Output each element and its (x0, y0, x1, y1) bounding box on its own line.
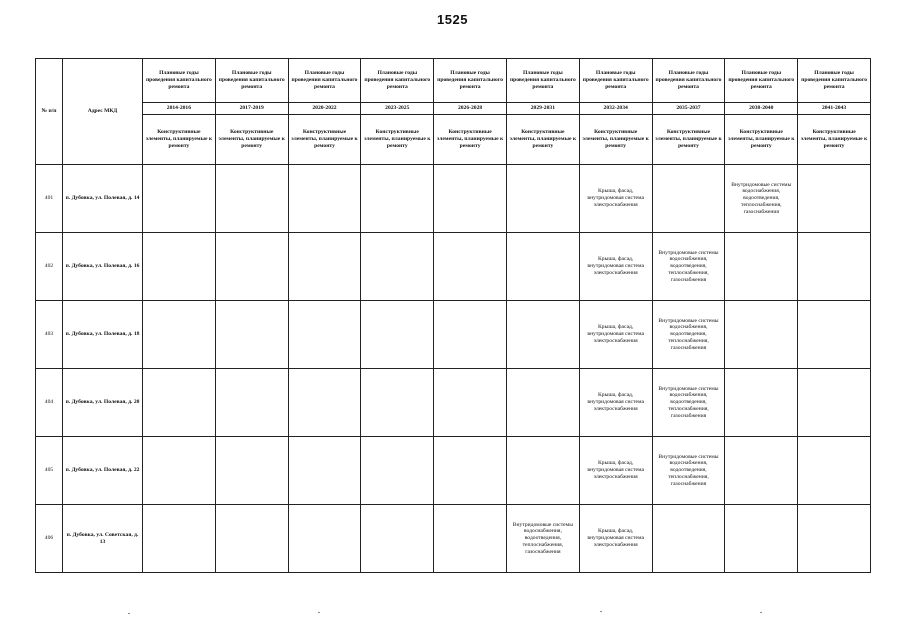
table-cell (798, 505, 871, 573)
table-cell (506, 437, 579, 505)
row-address: п. Дубовка, ул. Полевая, д. 18 (63, 301, 143, 369)
table-cell (798, 369, 871, 437)
table-cell (215, 369, 288, 437)
header-period-label: Плановые годы проведения капитального ремонта (725, 59, 798, 103)
table-cell (652, 165, 725, 233)
period-2038-2040: 2038-2040 (725, 103, 798, 115)
header-row-periods (36, 103, 871, 115)
table-cell (725, 505, 798, 573)
row-number: 405 (36, 437, 63, 505)
header-period-label: Плановые годы проведения капитального ремонта (143, 59, 216, 103)
table-cell (434, 233, 507, 301)
table-cell: Крыша, фасад, внутридомовая система электроснабжения (579, 165, 652, 233)
table-cell (361, 437, 434, 505)
table-cell (288, 301, 361, 369)
header-period-label: Плановые годы проведения капитального ремонта (506, 59, 579, 103)
period-2041-2043: 2041-2043 (798, 103, 871, 115)
table-cell (434, 369, 507, 437)
table-cell (361, 505, 434, 573)
period-2029-2031: 2029-2031 (506, 103, 579, 115)
table-cell (215, 437, 288, 505)
row-number: 403 (36, 301, 63, 369)
table-cell (143, 165, 216, 233)
table-cell (288, 233, 361, 301)
table-cell: Внутридомовые системы водоснабжения, водоотведения, теплоснабжения, газоснабжения (652, 233, 725, 301)
table-cell: Крыша, фасад, внутридомовая система электроснабжения (579, 233, 652, 301)
table-cell (434, 437, 507, 505)
header-row-labels (36, 59, 871, 103)
row-number: 401 (36, 165, 63, 233)
header-elements-label: Конструктивные элементы, планируемые к ремонту (798, 115, 871, 165)
table-cell (361, 369, 434, 437)
period-2020-2022: 2020-2022 (288, 103, 361, 115)
header-elements-label: Конструктивные элементы, планируемые к ремонту (506, 115, 579, 165)
table-cell (434, 301, 507, 369)
period-2014-2016: 2014-2016 (143, 103, 216, 115)
table-cell (725, 437, 798, 505)
header-elements-label: Конструктивные элементы, планируемые к ремонту (143, 115, 216, 165)
table-cell: Крыша, фасад, внутридомовая система электроснабжения (579, 301, 652, 369)
table-cell (215, 233, 288, 301)
header-row-elements (36, 115, 871, 165)
table-cell: Внутридомовые системы водоснабжения, водоотведения, теплоснабжения, газоснабжения (725, 165, 798, 233)
table-cell (798, 437, 871, 505)
table-cell (434, 165, 507, 233)
table-cell (288, 165, 361, 233)
table-cell: Внутридомовые системы водоснабжения, водоотведения, теплоснабжения, газоснабжения (652, 369, 725, 437)
header-elements-label: Конструктивные элементы, планируемые к ремонту (288, 115, 361, 165)
header-period-label: Плановые годы проведения капитального ремонта (652, 59, 725, 103)
row-address: п. Дубовка, ул. Полевая, д. 14 (63, 165, 143, 233)
header-period-label: Плановые годы проведения капитального ремонта (361, 59, 434, 103)
row-address: п. Дубовка, ул. Полевая, д. 20 (63, 369, 143, 437)
repair-schedule-table (35, 58, 871, 573)
table-cell (506, 233, 579, 301)
table-cell (215, 165, 288, 233)
table-row (36, 369, 871, 437)
table-cell (143, 505, 216, 573)
table-cell (143, 369, 216, 437)
table-cell: Крыша, фасад, внутридомовая система электроснабжения (579, 369, 652, 437)
header-period-label: Плановые годы проведения капитального ремонта (434, 59, 507, 103)
scan-speck (600, 611, 602, 612)
table-cell (215, 505, 288, 573)
table-cell (361, 165, 434, 233)
scan-speck (128, 613, 130, 614)
table-cell (143, 301, 216, 369)
table-cell (506, 301, 579, 369)
table-row (36, 165, 871, 233)
row-address: п. Дубовка, ул. Полевая, д. 16 (63, 233, 143, 301)
table-row (36, 233, 871, 301)
table-row (36, 505, 871, 573)
table-cell: Крыша, фасад, внутридомовая система электроснабжения (579, 437, 652, 505)
table-cell (652, 505, 725, 573)
row-number: 404 (36, 369, 63, 437)
row-number: 402 (36, 233, 63, 301)
table-cell (506, 165, 579, 233)
table-cell (215, 301, 288, 369)
period-2032-2034: 2032-2034 (579, 103, 652, 115)
header-elements-label: Конструктивные элементы, планируемые к ремонту (579, 115, 652, 165)
table-cell: Внутридомовые системы водоснабжения, водоотведения, теплоснабжения, газоснабжения (506, 505, 579, 573)
row-address: п. Дубовка, ул. Полевая, д. 22 (63, 437, 143, 505)
table-cell: Внутридомовые системы водоснабжения, водоотведения, теплоснабжения, газоснабжения (652, 301, 725, 369)
header-period-label: Плановые годы проведения капитального ремонта (579, 59, 652, 103)
period-2026-2028: 2026-2028 (434, 103, 507, 115)
row-address: п. Дубовка, ул. Советская, д. 13 (63, 505, 143, 573)
table-cell (288, 369, 361, 437)
table-cell (288, 505, 361, 573)
row-number: 406 (36, 505, 63, 573)
period-2023-2025: 2023-2025 (361, 103, 434, 115)
table-row (36, 301, 871, 369)
table-cell (434, 505, 507, 573)
table-cell (143, 233, 216, 301)
header-elements-label: Конструктивные элементы, планируемые к ремонту (434, 115, 507, 165)
header-elements-label: Конструктивные элементы, планируемые к ремонту (215, 115, 288, 165)
scan-speck (760, 612, 762, 613)
table-cell: Внутридомовые системы водоснабжения, водоотведения, теплоснабжения, газоснабжения (652, 437, 725, 505)
header-period-label: Плановые годы проведения капитального ремонта (798, 59, 871, 103)
page-number: 1525 (437, 12, 468, 27)
table-cell (361, 301, 434, 369)
header-period-label: Плановые годы проведения капитального ремонта (288, 59, 361, 103)
scan-speck (318, 612, 320, 613)
period-2017-2019: 2017-2019 (215, 103, 288, 115)
table-cell (725, 301, 798, 369)
table-cell (288, 437, 361, 505)
header-number: № п/п (36, 59, 63, 165)
table-row (36, 437, 871, 505)
table-cell (506, 369, 579, 437)
table-cell (725, 233, 798, 301)
table-cell (798, 165, 871, 233)
table-cell (798, 301, 871, 369)
table-cell: Крыша, фасад, внутридомовая система электроснабжения (579, 505, 652, 573)
header-elements-label: Конструктивные элементы, планируемые к ремонту (725, 115, 798, 165)
header-period-label: Плановые годы проведения капитального ремонта (215, 59, 288, 103)
header-elements-label: Конструктивные элементы, планируемые к ремонту (361, 115, 434, 165)
table-cell (143, 437, 216, 505)
header-elements-label: Конструктивные элементы, планируемые к ремонту (652, 115, 725, 165)
header-address: Адрес МКД (63, 59, 143, 165)
table-cell (798, 233, 871, 301)
table-cell (361, 233, 434, 301)
period-2035-2037: 2035-2037 (652, 103, 725, 115)
table-cell (725, 369, 798, 437)
